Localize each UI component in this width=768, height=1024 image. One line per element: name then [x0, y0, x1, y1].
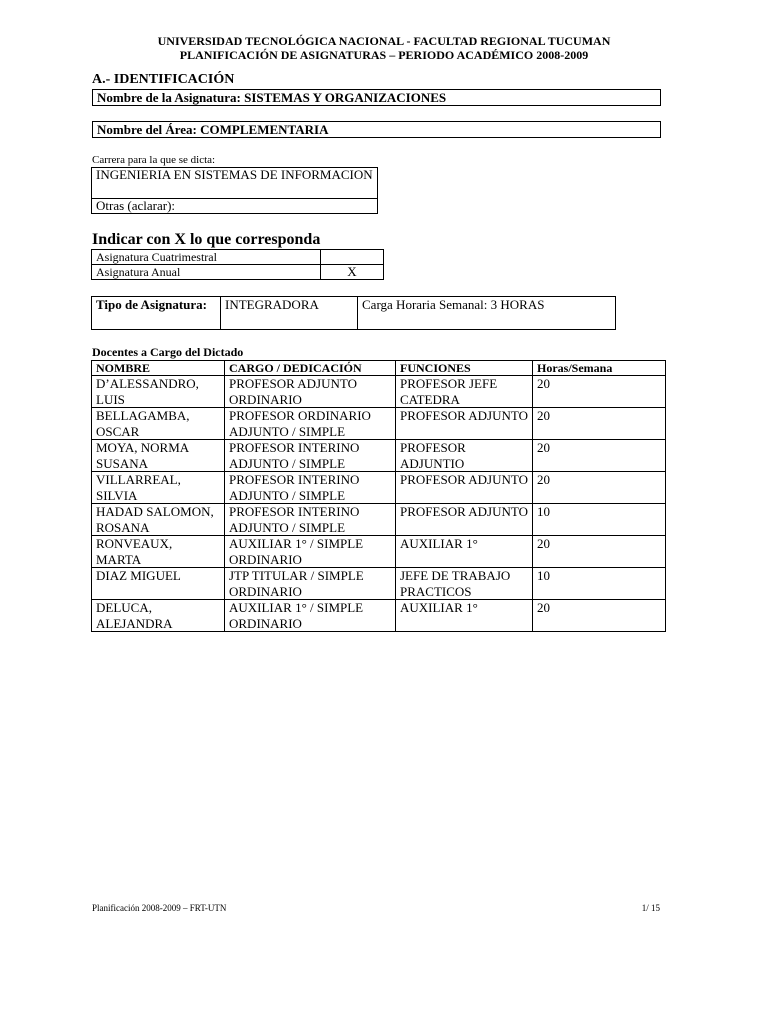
career-table — [91, 167, 378, 214]
section-a-title: A.- IDENTIFICACIÓN — [92, 72, 235, 87]
docentes-title: Docentes a Cargo del Dictado — [92, 345, 244, 359]
choice-row — [92, 265, 384, 280]
choice-mark — [321, 250, 384, 265]
cell-funciones: PROFESOR ADJUNTO — [396, 472, 533, 504]
cell-horas: 10 — [533, 568, 666, 600]
cell-cargo: AUXILIAR 1° / SIMPLE ORDINARIO — [225, 536, 396, 568]
cell-horas: 20 — [533, 408, 666, 440]
col-header: CARGO / DEDICACIÓN — [225, 361, 396, 376]
cell-funciones: AUXILIAR 1° — [396, 600, 533, 632]
cell-horas: 20 — [533, 376, 666, 408]
table-row — [92, 408, 666, 440]
table-row — [92, 440, 666, 472]
cell-nombre: DIAZ MIGUEL — [92, 568, 225, 600]
cell-cargo: PROFESOR INTERINO ADJUNTO / SIMPLE — [225, 440, 396, 472]
area-box — [92, 121, 661, 138]
subject-value: SISTEMAS Y ORGANIZACIONES — [244, 90, 447, 105]
carga-horaria: Carga Horaria Semanal: 3 HORAS — [358, 297, 616, 330]
table-row — [92, 504, 666, 536]
tipo-label: Tipo de Asignatura: — [92, 297, 221, 330]
table-row — [92, 568, 666, 600]
header-line-1: UNIVERSIDAD TECNOLÓGICA NACIONAL - FACULTAD REGIONAL TUCUMAN — [157, 34, 611, 48]
cell-nombre: BELLAGAMBA, OSCAR — [92, 408, 225, 440]
tipo-value: INTEGRADORA — [221, 297, 358, 330]
cell-cargo: PROFESOR INTERINO ADJUNTO / SIMPLE — [225, 472, 396, 504]
cell-cargo: PROFESOR INTERINO ADJUNTO / SIMPLE — [225, 504, 396, 536]
cell-horas: 10 — [533, 504, 666, 536]
subject-label: Nombre de la Asignatura: — [97, 90, 241, 105]
choice-row — [92, 250, 384, 265]
cell-funciones: PROFESOR ADJUNTO — [396, 408, 533, 440]
cell-funciones: PROFESOR JEFE CATEDRA — [396, 376, 533, 408]
tipo-row — [92, 297, 616, 330]
cell-nombre: RONVEAUX, MARTA — [92, 536, 225, 568]
cell-horas: 20 — [533, 440, 666, 472]
cell-nombre: HADAD SALOMON, ROSANA — [92, 504, 225, 536]
cell-nombre: MOYA, NORMA SUSANA — [92, 440, 225, 472]
cell-cargo: PROFESOR ORDINARIO ADJUNTO / SIMPLE — [225, 408, 396, 440]
docentes-header-row — [92, 361, 666, 376]
table-row — [92, 600, 666, 632]
career-other: Otras (aclarar): — [92, 199, 378, 214]
cell-nombre: DELUCA, ALEJANDRA — [92, 600, 225, 632]
cell-horas: 20 — [533, 600, 666, 632]
cell-cargo: JTP TITULAR / SIMPLE ORDINARIO — [225, 568, 396, 600]
career-row — [92, 199, 378, 214]
table-row — [92, 376, 666, 408]
area-label: Nombre del Área: — [97, 122, 197, 137]
col-header: Horas/Semana — [533, 361, 666, 376]
career-main: INGENIERIA EN SISTEMAS DE INFORMACION — [92, 168, 378, 199]
choice-label: Asignatura Anual — [92, 265, 321, 280]
cell-funciones: PROFESOR ADJUNTO — [396, 504, 533, 536]
cell-funciones: PROFESOR ADJUNTIO — [396, 440, 533, 472]
choice-mark: X — [321, 265, 384, 280]
tipo-table — [91, 296, 616, 330]
col-header: NOMBRE — [92, 361, 225, 376]
table-row — [92, 472, 666, 504]
subject-box — [92, 89, 661, 106]
header-line-2: PLANIFICACIÓN DE ASIGNATURAS – PERIODO ACADÉMICO 2008-2009 — [179, 48, 589, 62]
cell-nombre: VILLARREAL, SILVIA — [92, 472, 225, 504]
indicar-title: Indicar con X lo que corresponda — [92, 231, 321, 248]
cell-cargo: PROFESOR ADJUNTO ORDINARIO — [225, 376, 396, 408]
cell-funciones: JEFE DE TRABAJO PRACTICOS — [396, 568, 533, 600]
cell-horas: 20 — [533, 536, 666, 568]
choice-table — [91, 249, 384, 280]
cell-horas: 20 — [533, 472, 666, 504]
footer-page-number: 1/ 15 — [641, 903, 660, 913]
area-value: COMPLEMENTARIA — [200, 122, 329, 137]
cell-cargo: AUXILIAR 1° / SIMPLE ORDINARIO — [225, 600, 396, 632]
career-label: Carrera para la que se dicta: — [92, 154, 216, 166]
career-row — [92, 168, 378, 199]
cell-funciones: AUXILIAR 1° — [396, 536, 533, 568]
col-header: FUNCIONES — [396, 361, 533, 376]
choice-label: Asignatura Cuatrimestral — [92, 250, 321, 265]
cell-nombre: D’ALESSANDRO, LUIS — [92, 376, 225, 408]
docentes-table — [91, 360, 666, 632]
table-row — [92, 536, 666, 568]
footer-left: Planificación 2008-2009 – FRT-UTN — [92, 903, 227, 913]
